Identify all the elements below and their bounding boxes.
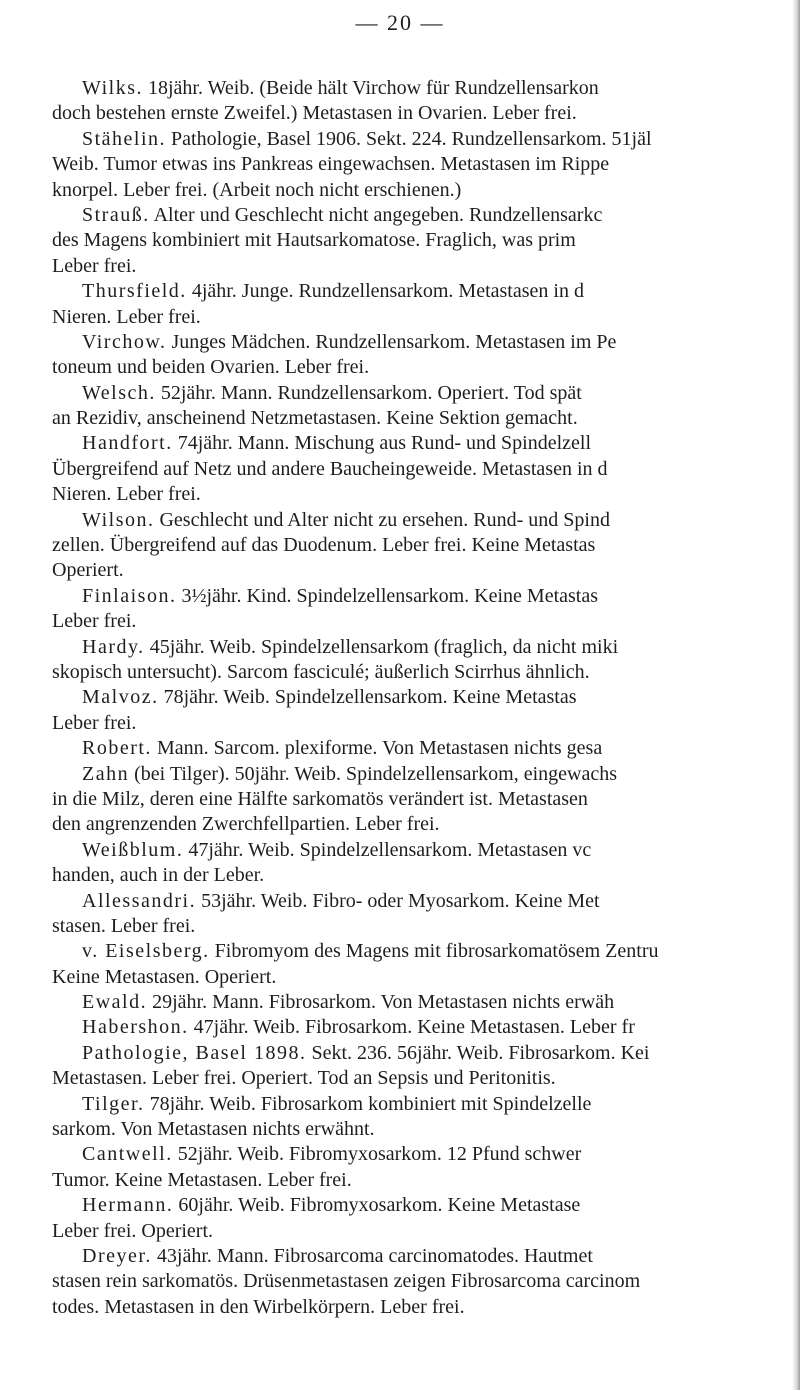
text-line [52, 1193, 800, 1218]
text-line [52, 406, 800, 431]
text-line [52, 635, 800, 660]
text-line [52, 1295, 800, 1320]
text-line [52, 1244, 800, 1269]
line-text: toneum und beiden Ovarien. Leber frei. [52, 356, 370, 379]
text-line [52, 762, 800, 787]
line-text: (bei Tilger). 50jähr. Weib. Spindelzellensarkom, eingewachs [129, 762, 618, 785]
line-text: 4jähr. Junge. Rundzellensarkom. Metastasen in d [186, 280, 584, 303]
author-name: Pathologie, Basel 1898. [82, 1041, 307, 1064]
author-name: Wilson. [82, 508, 155, 531]
line-text: Leber frei. Operiert. [52, 1219, 214, 1242]
text-line [52, 1066, 800, 1091]
text-line [52, 533, 800, 558]
text-line [52, 863, 800, 888]
text-line [52, 482, 800, 507]
author-name: Tilger. [82, 1092, 145, 1115]
line-text: stasen rein sarkomatös. Drüsenmetastasen zeigen Fibrosarcoma carcinom [52, 1270, 641, 1293]
line-text: Keine Metastasen. Operiert. [52, 965, 277, 988]
line-text: 45jähr. Weib. Spindelzellensarkom (fraglich, da nicht miki [144, 635, 619, 658]
line-text: 43jähr. Mann. Fibrosarcoma carcinomatodes. Hautmet [151, 1244, 593, 1267]
line-text: 78jähr. Weib. Spindelzellensarkom. Keine Metastas [158, 686, 577, 709]
text-line [52, 1041, 800, 1066]
line-text: 47jähr. Weib. Spindelzellensarkom. Metastasen vc [183, 838, 592, 861]
line-text: Nieren. Leber frei. [52, 305, 201, 328]
line-text: in die Milz, deren eine Hälfte sarkomatös verändert ist. Metastasen [52, 787, 588, 810]
line-text: 29jähr. Mann. Fibrosarkom. Von Metastasen nichts erwäh [147, 991, 615, 1014]
text-line [52, 939, 800, 964]
text-line [52, 1092, 800, 1117]
text-line [52, 711, 800, 736]
text-line [52, 152, 800, 177]
text-line [52, 914, 800, 939]
author-name: Handfort. [82, 432, 173, 455]
line-text: zellen. Übergreifend auf das Duodenum. Leber frei. Keine Metastas [52, 534, 596, 557]
text-line [52, 1015, 800, 1040]
line-text: Junges Mädchen. Rundzellensarkom. Metastasen im Pe [166, 330, 617, 353]
author-name: Zahn [82, 762, 130, 785]
line-text: Geschlecht und Alter nicht zu ersehen. Rund- und Spind [154, 508, 610, 531]
text-line [52, 889, 800, 914]
line-text: Operiert. [52, 559, 124, 582]
line-text: Leber frei. [52, 610, 137, 633]
text-line [52, 508, 800, 533]
text-line [52, 838, 800, 863]
line-text: den angrenzenden Zwerchfellpartien. Leber frei. [52, 813, 440, 836]
text-line [52, 203, 800, 228]
text-line [52, 178, 800, 203]
line-text: Mann. Sarcom. plexiforme. Von Metastasen nichts gesa [151, 737, 603, 760]
text-line [52, 1219, 800, 1244]
text-line [52, 812, 800, 837]
text-line [52, 355, 800, 380]
line-text: 78jähr. Weib. Fibrosarkom kombiniert mit Spindelzelle [144, 1092, 592, 1115]
line-text: Übergreifend auf Netz und andere Baucheingeweide. Metastasen in d [52, 457, 608, 480]
line-text: todes. Metastasen in den Wirbelkörpern. Leber frei. [52, 1295, 465, 1318]
text-line [52, 228, 800, 253]
line-text: Weib. Tumor etwas ins Pankreas eingewachsen. Metastasen im Rippe [52, 153, 610, 176]
line-text: stasen. Leber frei. [52, 914, 196, 937]
line-text: handen, auch in der Leber. [52, 864, 265, 887]
author-name: Hermann. [82, 1194, 174, 1217]
line-text: Metastasen. Leber frei. Operiert. Tod an Sepsis und Peritonitis. [52, 1067, 556, 1090]
author-name: Malvoz. [82, 686, 159, 709]
line-text: an Rezidiv, anscheinend Netzmetastasen. Keine Sektion gemacht. [52, 407, 578, 430]
line-text: sarkom. Von Metastasen nichts erwähnt. [52, 1118, 375, 1141]
text-line [52, 736, 800, 761]
line-text: 3½jähr. Kind. Spindelzellensarkom. Keine Metastas [176, 584, 599, 607]
line-text: 74jähr. Mann. Mischung aus Rund- und Spindelzell [172, 432, 591, 455]
author-name: Thursfield. [82, 280, 187, 303]
text-line [52, 330, 800, 355]
text-line [52, 279, 800, 304]
author-name: Habershon. [82, 1016, 189, 1039]
text-line [52, 76, 800, 101]
line-text: 18jähr. Weib. (Beide hält Virchow für Rundzellensarkon [142, 77, 599, 99]
text-line [52, 965, 800, 990]
line-text: knorpel. Leber frei. (Arbeit noch nicht erschienen.) [52, 178, 462, 201]
text-line [52, 558, 800, 583]
line-text: doch bestehen ernste Zweifel.) Metastasen in Ovarien. Leber frei. [52, 102, 577, 125]
line-text: 60jähr. Weib. Fibromyxosarkom. Keine Metastase [173, 1194, 581, 1217]
text-line [52, 609, 800, 634]
case-list [52, 76, 800, 1320]
author-name: Ewald. [82, 991, 148, 1014]
line-text: Pathologie, Basel 1906. Sekt. 224. Rundzellensarkom. 51jäl [166, 127, 652, 150]
line-text: Alter und Geschlecht nicht angegeben. Rundzellensarkc [149, 203, 603, 226]
author-name: Cantwell. [82, 1143, 173, 1166]
line-text: Nieren. Leber frei. [52, 483, 201, 506]
author-name: Dreyer. [82, 1244, 152, 1267]
line-text: Sekt. 236. 56jähr. Weib. Fibrosarkom. Kei [306, 1041, 650, 1064]
text-line [52, 787, 800, 812]
line-text: Tumor. Keine Metastasen. Leber frei. [52, 1168, 352, 1191]
text-line [52, 660, 800, 685]
author-name: Allessandri. [82, 889, 197, 912]
author-name: Stähelin. [82, 127, 167, 150]
author-name: Finlaison. [82, 584, 177, 607]
text-line [52, 685, 800, 710]
text-line [52, 127, 800, 152]
author-name: Hardy. [82, 635, 145, 658]
text-line [52, 381, 800, 406]
line-text: 53jähr. Weib. Fibro- oder Myosarkom. Keine Met [196, 889, 600, 912]
text-line [52, 457, 800, 482]
page-edge-shadow [792, 0, 800, 1390]
line-text: Fibromyom des Magens mit fibrosarkomatösem Zentru [209, 940, 659, 963]
author-name: v. Eiselsberg. [82, 940, 210, 963]
line-text: skopisch untersucht). Sarcom fasciculé; äußerlich Scirrhus ähnlich. [52, 660, 590, 683]
line-text: Leber frei. [52, 711, 137, 734]
text-line [52, 1142, 800, 1167]
line-text: 52jähr. Weib. Fibromyxosarkom. 12 Pfund schwer [172, 1143, 582, 1166]
line-text: des Magens kombiniert mit Hautsarkomatose. Fraglich, was prim [52, 229, 576, 252]
page-number: — 20 — [355, 10, 445, 35]
line-text: 52jähr. Mann. Rundzellensarkom. Operiert. Tod spät [155, 381, 582, 404]
text-line [52, 254, 800, 279]
line-text: Leber frei. [52, 254, 137, 277]
text-line [52, 584, 800, 609]
text-line [52, 1117, 800, 1142]
text-line [52, 431, 800, 456]
author-name: Welsch. [82, 381, 156, 404]
text-line [52, 990, 800, 1015]
author-name: Strauß. [82, 203, 150, 226]
author-name: Weißblum. [82, 838, 184, 861]
text-line [52, 1168, 800, 1193]
text-line [52, 305, 800, 330]
text-line [52, 1269, 800, 1294]
author-name: Robert. [82, 737, 152, 760]
text-line [52, 101, 800, 126]
author-name: Wilks. [82, 77, 143, 99]
line-text: 47jähr. Weib. Fibrosarkom. Keine Metastasen. Leber fr [188, 1016, 635, 1039]
author-name: Virchow. [82, 330, 167, 353]
